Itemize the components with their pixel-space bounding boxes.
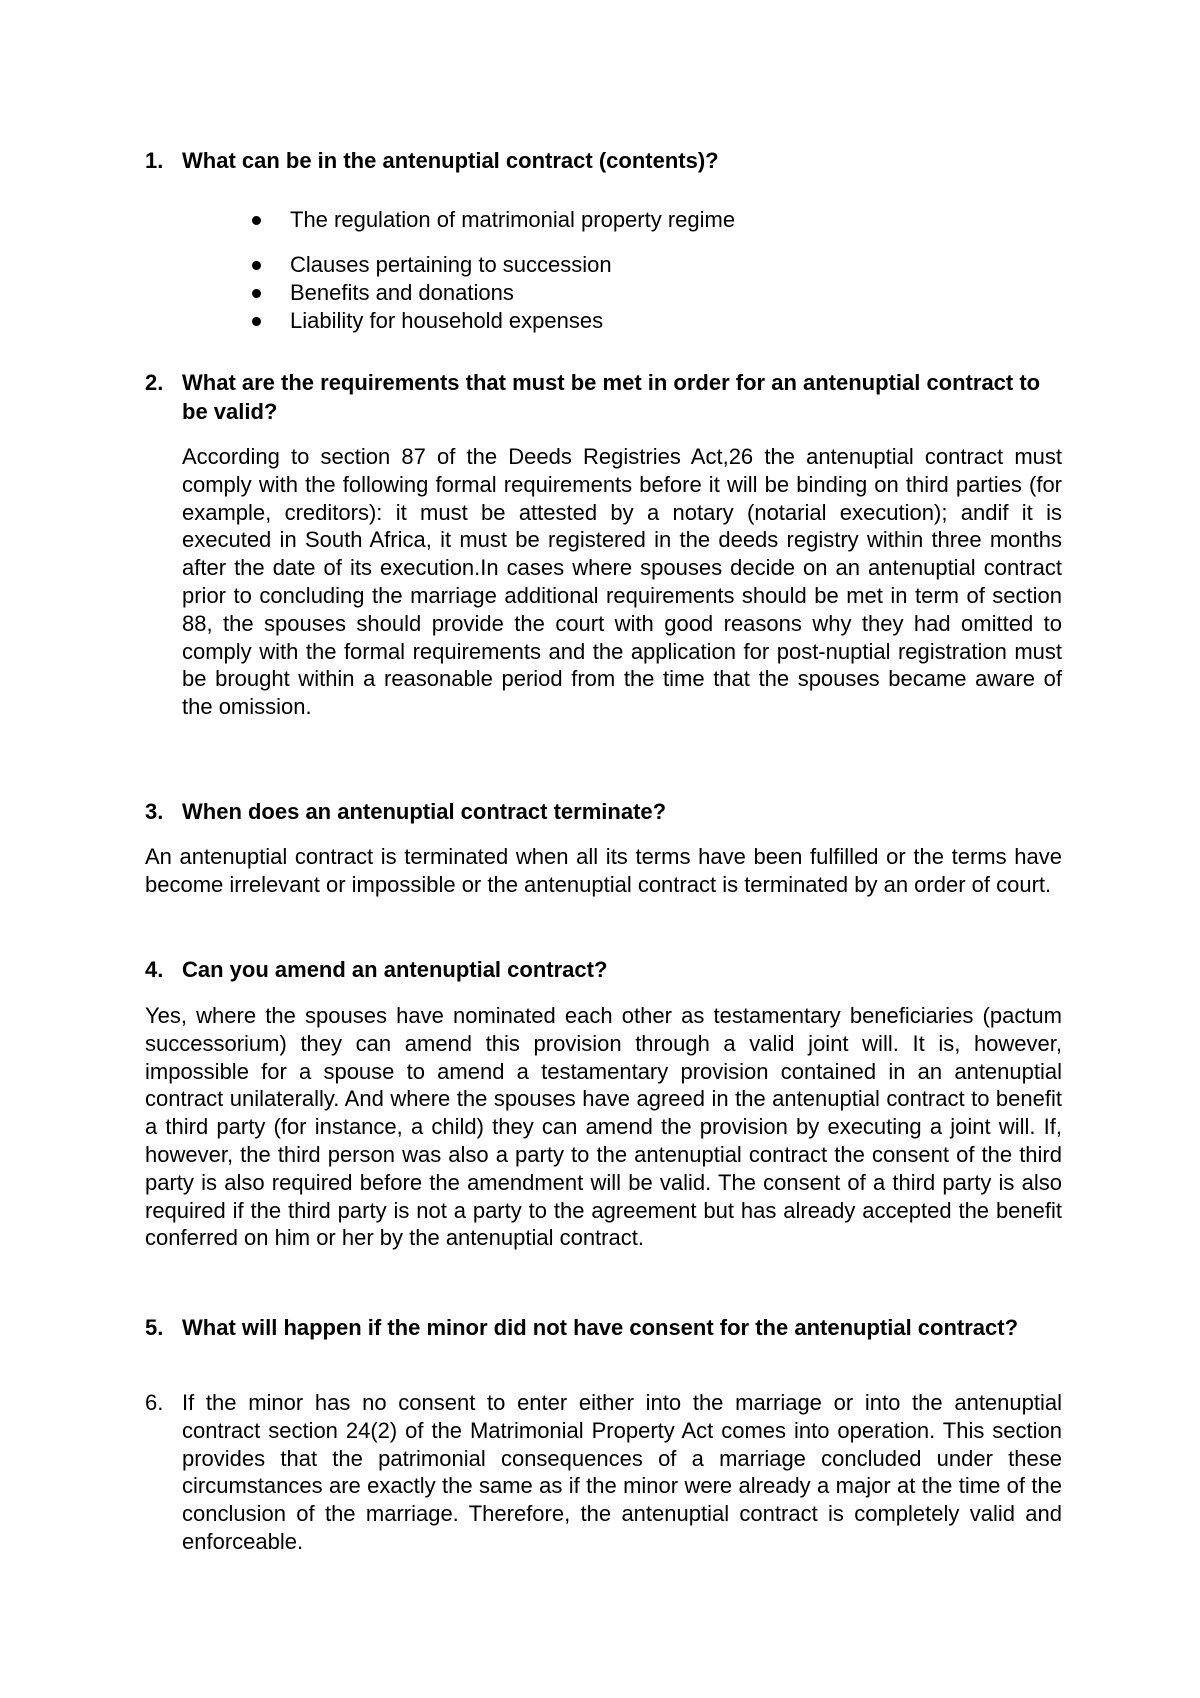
question-2-number: 2.	[145, 370, 164, 395]
question-5-heading	[145, 1313, 1065, 1342]
question-2-heading	[145, 368, 1065, 426]
bullet-item: Clauses pertaining to succession	[248, 251, 612, 279]
bullet-item: The regulation of matrimonial property regime	[248, 206, 735, 234]
question-4-answer: Yes, where the spouses have nominated each other as testamentary beneficiaries (pactum successorium) they can amend this provision through a valid joint will. It is, however, impossible for a spouse to amend a testamentary provision contained in an antenuptial contract unilaterally. And where the spouses have agreed in the antenuptial contract to benefit a third party (for instance, a child) they can amend the provision by executing a joint will. If, however, the third person was also a party to the antenuptial contract the consent of the third party is also required before the amendment will be valid. The consent of a third party is also required if the third party is not a party to the agreement but has already accepted the benefit conferred on him or her by the antenuptial contract.	[145, 1003, 1062, 1251]
question-3-text: When does an antenuptial contract terminate?	[182, 799, 667, 824]
question-5-answer-text: If the minor has no consent to enter either into the marriage or into the antenuptial contract section 24(2) of the Matrimonial Property Act comes into operation. This section provides that the patrimonial consequences of a marriage concluded under these circumstances are exactly the same as if the minor were already a major at the time of the conclusion of the marriage. Therefore, the antenuptial contract is completely valid and enforceable.	[182, 1390, 1062, 1554]
question-1-number: 1.	[145, 148, 164, 173]
question-5-number: 5.	[145, 1315, 164, 1340]
question-1-heading	[145, 146, 1065, 175]
question-2-answer: According to section 87 of the Deeds Registries Act,26 the antenuptial contract must comply with the following formal requirements before it will be binding on third parties (for example, creditors): it must be attested by a notary (notarial execution); andif it is executed in South Africa, it must be registered in the deeds registry within three months after the date of its execution.In cases where spouses decide on an antenuptial contract prior to concluding the marriage additional requirements should be met in term of section 88, the spouses should provide the court with good reasons why they had omitted to comply with the formal requirements and the application for post-nuptial registration must be brought within a reasonable period from the time that the spouses became aware of the omission.	[182, 444, 1062, 720]
question-1-text: What can be in the antenuptial contract (contents)?	[182, 148, 719, 173]
question-3-number: 3.	[145, 799, 164, 824]
bullet-item: Benefits and donations	[248, 279, 612, 307]
question-4-heading	[145, 955, 1065, 984]
question-3-heading	[145, 797, 1065, 826]
question-4-text: Can you amend an antenuptial contract?	[182, 957, 608, 982]
question-5-answer	[145, 1389, 1062, 1556]
question-3-answer: An antenuptial contract is terminated when all its terms have been fulfilled or the terms have become irrelevant or impossible or the antenuptial contract is terminated by an order of court.	[145, 844, 1062, 897]
answer-number: 6.	[145, 1390, 164, 1415]
question-4-number: 4.	[145, 957, 164, 982]
question-5-text: What will happen if the minor did not have consent for the antenuptial contract?	[182, 1315, 1019, 1340]
question-2-text: What are the requirements that must be met in order for an antenuptial contract to be valid?	[182, 370, 1041, 424]
contents-bullet-first	[248, 206, 735, 234]
bullet-item: Liability for household expenses	[248, 307, 612, 335]
contents-bullet-list	[248, 251, 612, 335]
